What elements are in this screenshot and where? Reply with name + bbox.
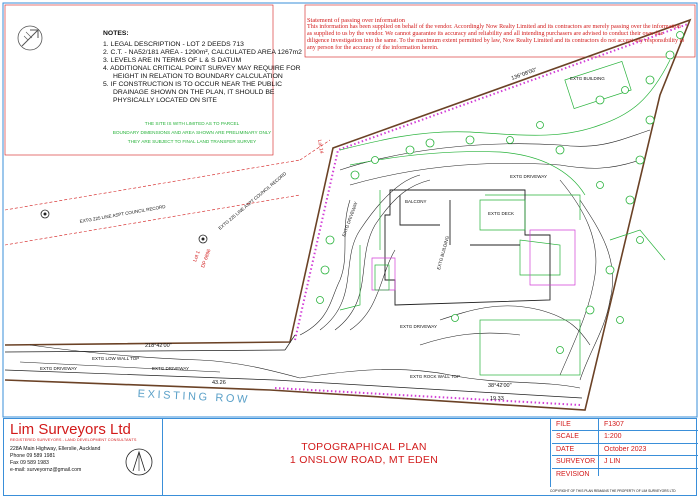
green-note: THEY ARE SUBJECT TO FINAL LAND TRANSFER SURVEY — [127, 139, 257, 144]
company-logo-icon — [124, 447, 154, 477]
note-item: 2. C.T. - NA52/181 AREA - 1290m², CALCULATED AREA 1267m2 — [103, 49, 302, 56]
info-row-file — [552, 419, 698, 431]
info-label: DATE — [556, 445, 575, 453]
copyright-text: COPYRIGHT OF THIS PLAN REMAINS THE PROPERTY OF LIM SURVEYORS LTD — [550, 489, 676, 493]
company-fax: Fax 09 589 1983 — [10, 460, 49, 466]
info-label: SURVEYOR — [556, 458, 596, 466]
divider — [550, 419, 551, 487]
info-value: 1:200 — [604, 433, 622, 441]
manhole-label-2: EXTG 225 LINE ASPT COUNCIL RECORD — [217, 170, 288, 231]
driveway-label-5: EXTG DRIVEWAY — [152, 366, 190, 371]
notes-heading: NOTES: — [103, 30, 129, 37]
driveway-label-4: EXTG DRIVEWAY — [40, 366, 78, 371]
company-email: e-mail: surveyornz@gmail.com — [10, 467, 82, 473]
balcony-label: BALCONY — [405, 199, 427, 204]
green-note: BOUNDARY DIMENSIONS AND AREA SHOWN ARE PRELIMINARY ONLY — [112, 130, 272, 135]
building-label: EXTG BUILDING — [436, 235, 450, 271]
info-row-date — [552, 444, 698, 456]
low-wall-label: EXTG LOW WALL TOP — [92, 356, 140, 361]
green-note: THE SITE IS WITH LIMITED AS TO PARCEL — [144, 121, 240, 126]
company-phone: Phone 09 589 1981 — [10, 453, 56, 459]
divider — [598, 419, 599, 476]
plan-title-line2: 1 ONSLOW ROAD, MT EDEN — [289, 454, 439, 466]
bearing-south-1: 218°42'00" — [145, 343, 172, 349]
divider — [162, 419, 163, 495]
info-label: SCALE — [556, 433, 579, 441]
rock-wall-label: EXTG ROCK WALL TOP — [410, 374, 461, 379]
bearing-south-2: 38°42'00" — [488, 383, 512, 389]
title-block — [3, 418, 697, 496]
lot-label-2: Lot 1 — [192, 250, 202, 263]
note-item: 3. LEVELS ARE IN TERMS OF L & S DATUM — [103, 57, 242, 64]
note-item: 1. LEGAL DESCRIPTION - LOT 2 DEEDS 713 — [103, 41, 244, 48]
contour-lines — [20, 130, 650, 388]
disclaimer-title: Statement of passing over information — [307, 17, 405, 24]
driveway-label-2: EXTG DRIVEWAY — [341, 200, 359, 238]
boundary-hatching — [275, 24, 688, 405]
note-item: 5. IF CONSTRUCTION IS TO OCCUR NEAR THE PUBLIC DRAINAGE SHOWN ON THE PLAN, IT SHOULD BE PHYSICALLY LOCATED ON SITE — [103, 81, 283, 104]
landscape-lines — [340, 60, 670, 375]
info-label: FILE — [556, 421, 571, 428]
disclaimer-body: This information has been supplied on behalf of the vendor. Accordingly Now Realty Limited and its contractors are merely passing over the information as supplied to us by the vendor. We cannot guarantee its accuracy and reliability and all intending purchasers are advised to conduct their own due diligence investigation into the same. To the maximum extent permitted by law, Now Realty Limited and its contractors do not accept any responsibility to any person for the accuracy of the information herein. — [307, 24, 685, 52]
building-outline-magenta — [372, 230, 575, 290]
dp-label: DP 6896 — [200, 248, 213, 269]
bearing-top: 136°08'00" — [510, 67, 538, 82]
company-address: 228A Main Highway, Ellerslie, Auckland — [10, 446, 101, 452]
notes-block — [103, 30, 303, 105]
company-name: Lim Surveyors Ltd — [10, 421, 131, 438]
disclaimer-text — [307, 17, 687, 52]
info-table — [552, 419, 698, 480]
info-label: REVISION — [556, 470, 590, 478]
deck-label: EXTG DECK — [488, 211, 515, 216]
lot-label: Lot 14 — [316, 139, 325, 155]
info-value: J LIN — [604, 458, 621, 466]
distance-2: 19.33 — [490, 396, 504, 402]
distance-1: 43.26 — [212, 380, 226, 386]
plan-title-line1: TOPOGRAPHICAL PLAN — [301, 441, 427, 453]
company-tagline: REGISTERED SURVEYORS - LAND DEVELOPMENT CONSULTANTS — [10, 438, 137, 442]
street-label: EXISTING ROW — [137, 388, 251, 406]
adjoining-boundaries — [5, 140, 330, 245]
north-arrow-icon — [18, 26, 42, 50]
garage-label: EXTG BUILDING — [570, 76, 605, 81]
driveway-label-3: EXTG DRIVEWAY — [400, 324, 438, 329]
driveway-label-1: EXTG DRIVEWAY — [510, 174, 548, 179]
tree-icons — [317, 32, 684, 354]
info-row-revision — [552, 469, 698, 480]
note-item: 4. ADDITIONAL CRITICAL POINT SURVEY MAY REQUIRE FOR HEIGHT IN RELATION TO BOUNDARY CALCULATION — [103, 65, 301, 80]
manhole-label-1: EXTG 225 LINE ASPT COUNCIL RECORD — [79, 203, 166, 224]
info-row-scale — [552, 431, 698, 443]
plan-title — [204, 441, 524, 467]
info-row-surveyor — [552, 456, 698, 468]
info-value: October 2023 — [604, 445, 647, 453]
info-value: F1307 — [604, 421, 624, 428]
